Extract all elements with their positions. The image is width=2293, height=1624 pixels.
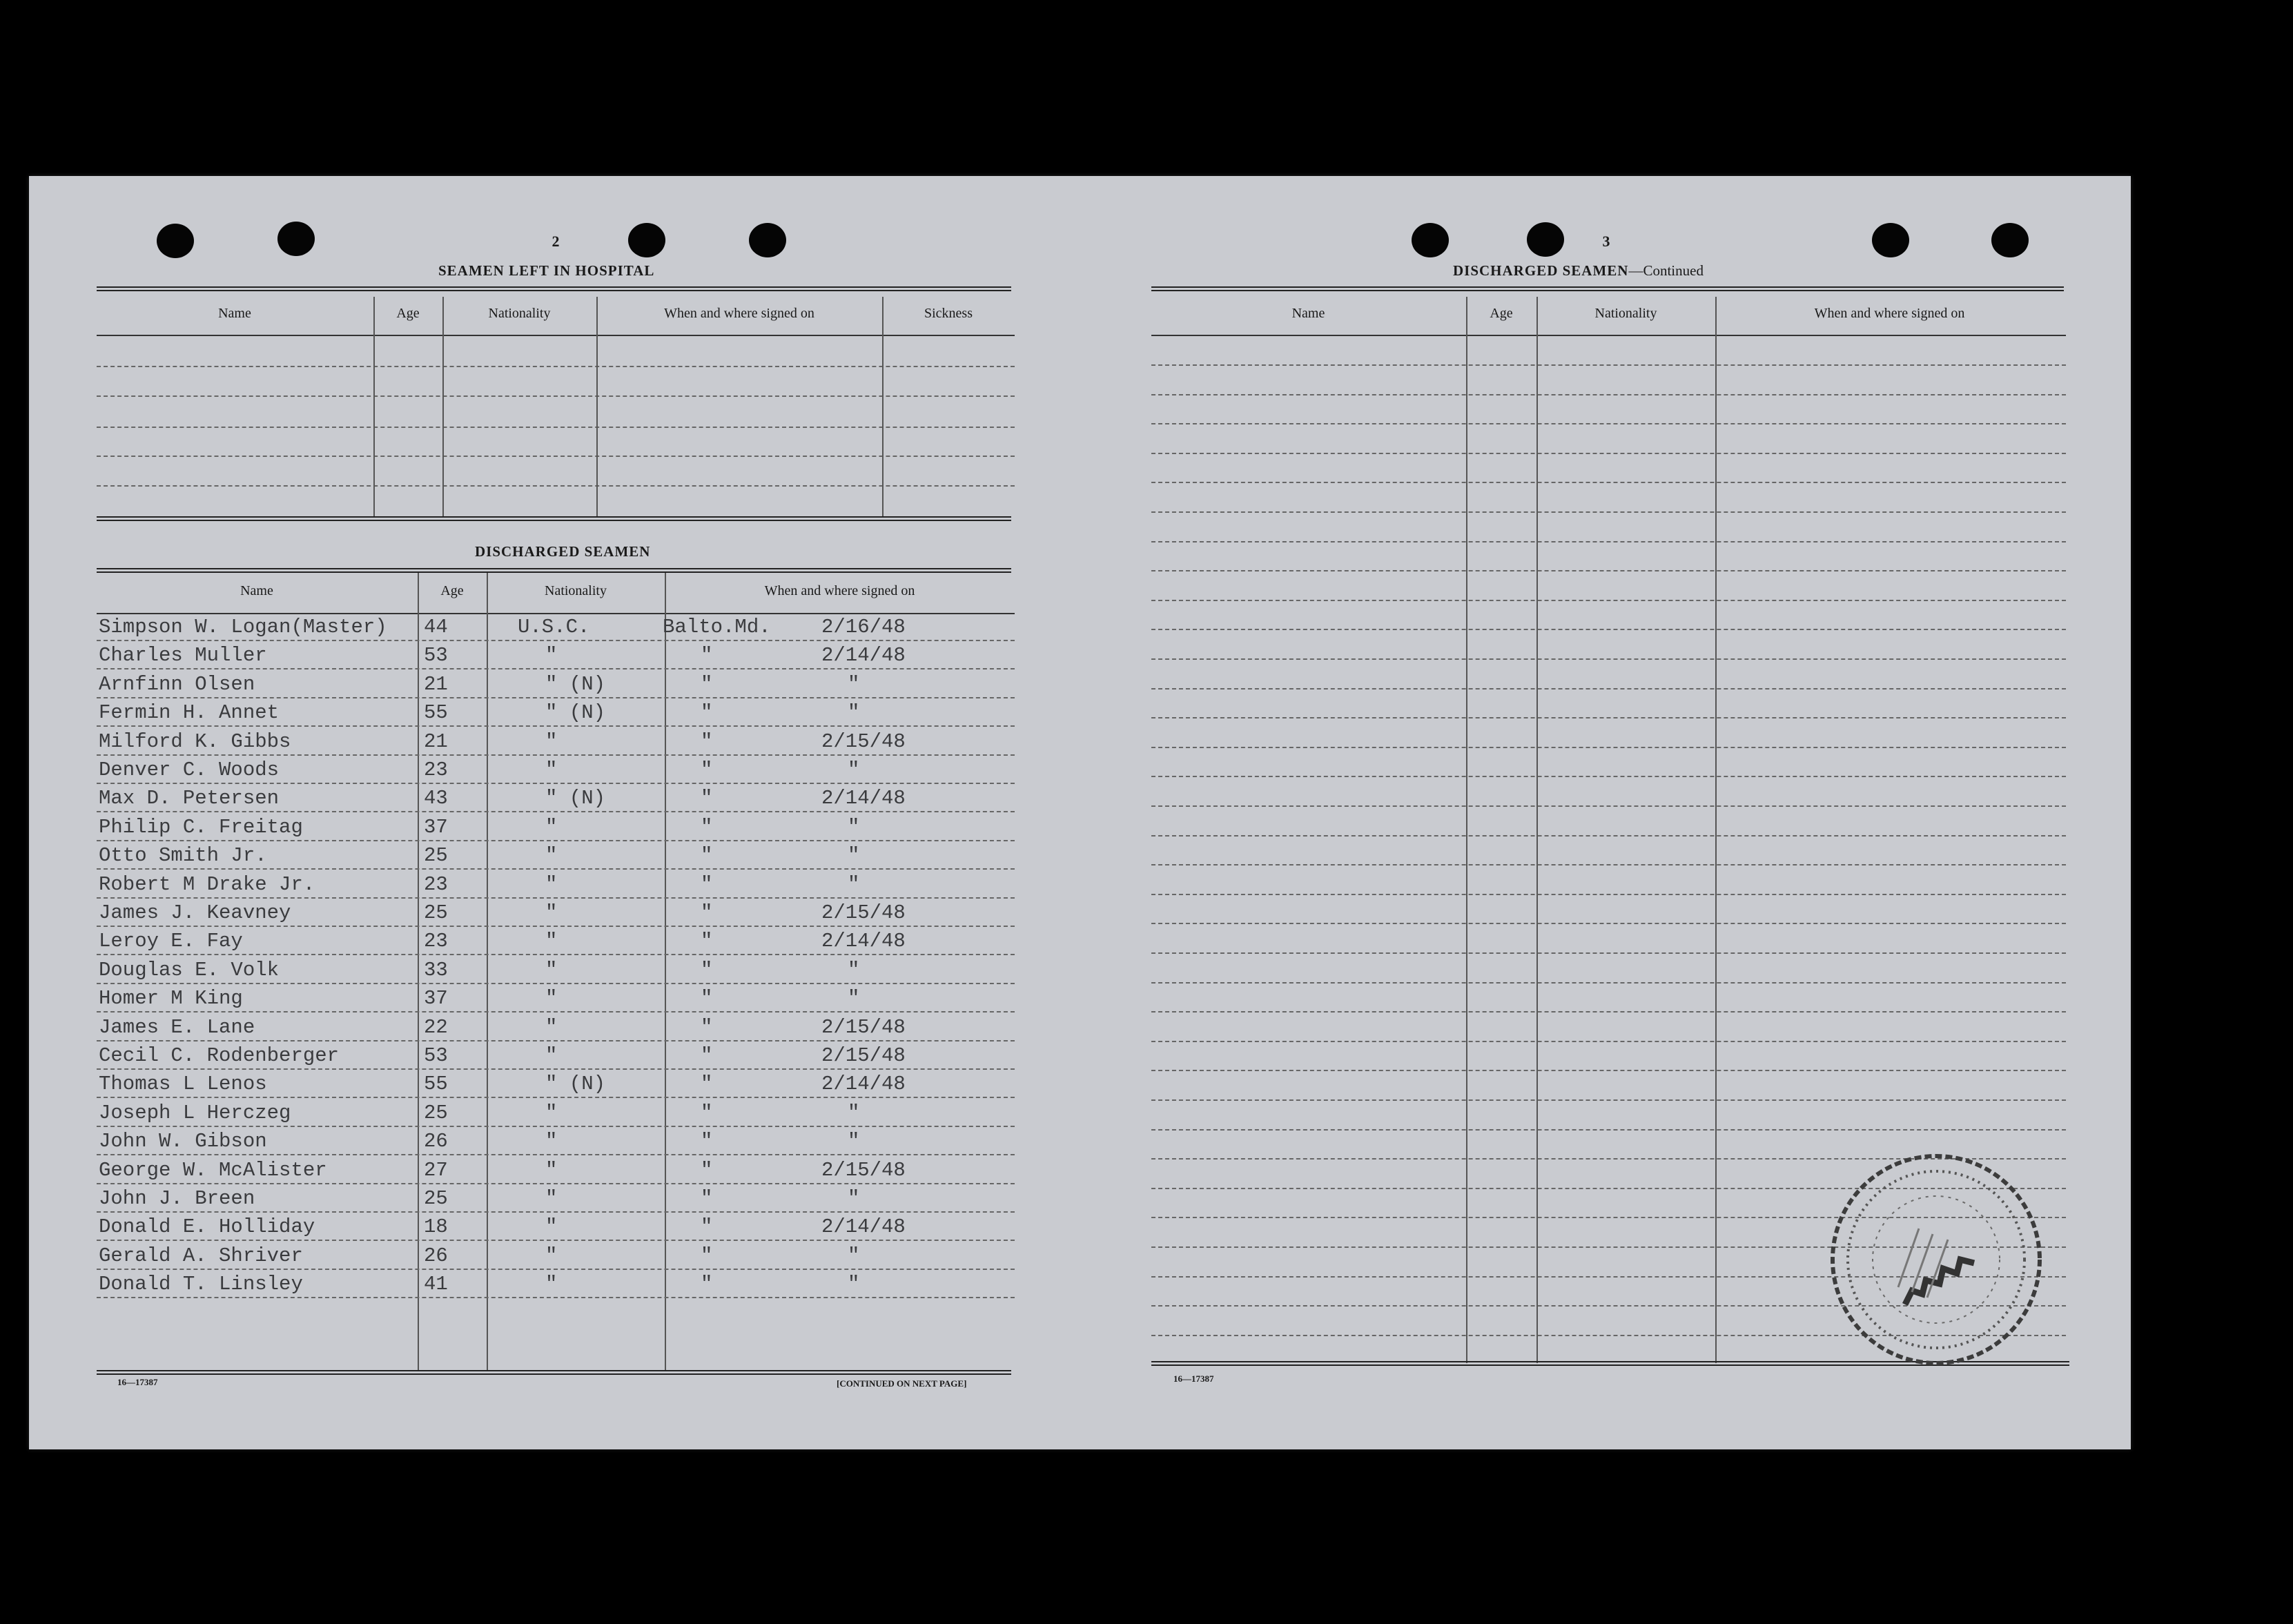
row-rule — [97, 1269, 1015, 1270]
seaman-age: 55 — [424, 701, 448, 724]
seaman-signed-on-date: 2/14/48 — [821, 930, 906, 952]
seaman-signed-on-place: " — [701, 844, 713, 867]
seaman-signed-on-date: 2/15/48 — [821, 1159, 906, 1182]
row-rule — [97, 1068, 1015, 1070]
blank-row-rule — [1151, 952, 2066, 954]
discharged-continued-suffix: —Continued — [1628, 262, 1704, 279]
seaman-age: 53 — [424, 644, 448, 667]
blank-row-rule — [1151, 364, 2066, 366]
hospital-header-sickness: Sickness — [924, 306, 973, 321]
seaman-signed-on-place: " — [701, 959, 713, 981]
seaman-nationality: " — [545, 816, 558, 839]
seaman-signed-on-date: 2/14/48 — [821, 1073, 906, 1095]
seaman-signed-on-place: " — [701, 673, 713, 696]
circular-stamp — [1822, 1146, 2050, 1373]
punch-hole — [1412, 223, 1449, 257]
row-rule — [97, 954, 1015, 955]
blank-row-rule — [1151, 923, 2066, 924]
blank-row-rule — [1151, 453, 2066, 454]
seaman-signed-on-date: " — [848, 873, 860, 896]
discharged-header-age: Age — [440, 583, 464, 598]
seaman-name: Cecil C. Rodenberger — [99, 1044, 340, 1067]
seaman-age: 22 — [424, 1016, 448, 1039]
seaman-signed-on-date: 2/15/48 — [821, 1044, 906, 1067]
row-rule — [97, 1297, 1015, 1298]
seaman-age: 26 — [424, 1244, 448, 1267]
row-rule — [97, 1126, 1015, 1127]
discharged-continued-title — [1453, 262, 1704, 280]
blank-row-rule — [1151, 629, 2066, 630]
row-rule — [97, 1011, 1015, 1012]
seaman-nationality: " — [545, 730, 558, 753]
seaman-name: Leroy E. Fay — [99, 930, 243, 952]
blank-row-rule — [1151, 1011, 2066, 1012]
seaman-name: Donald E. Holliday — [99, 1215, 315, 1238]
seaman-signed-on-place: " — [701, 1215, 713, 1238]
seaman-nationality: " — [545, 1130, 558, 1153]
seaman-age: 25 — [424, 1102, 448, 1124]
seaman-nationality: " — [545, 987, 558, 1010]
page-number: 2 — [552, 233, 560, 250]
seaman-nationality: " — [545, 644, 558, 667]
seaman-name: Douglas E. Volk — [99, 959, 280, 981]
seaman-name: Joseph L Herczeg — [99, 1102, 291, 1124]
seaman-name: John J. Breen — [99, 1187, 255, 1210]
punch-hole — [1872, 223, 1909, 257]
page-number: 3 — [1602, 233, 1610, 250]
seaman-nationality: " — [545, 901, 558, 924]
row-rule — [97, 668, 1015, 669]
seaman-name: Gerald A. Shriver — [99, 1244, 303, 1267]
seaman-age: 44 — [424, 616, 448, 638]
seaman-nationality: " (N) — [545, 673, 606, 696]
seaman-signed-on-date: " — [848, 701, 860, 724]
seaman-name: Robert M Drake Jr. — [99, 873, 315, 896]
discharged-continued-main: DISCHARGED SEAMEN — [1453, 262, 1629, 279]
seaman-signed-on-place: " — [701, 730, 713, 753]
seaman-age: 37 — [424, 816, 448, 839]
seaman-signed-on-date: " — [848, 959, 860, 981]
hospital-header-age: Age — [396, 306, 420, 321]
row-rule — [97, 840, 1015, 841]
seaman-signed-on-date: 2/15/48 — [821, 1016, 906, 1039]
row-rule — [97, 640, 1015, 641]
seaman-signed-on-date: " — [848, 1244, 860, 1267]
blank-row-rule — [1151, 688, 2066, 689]
seaman-age: 41 — [424, 1273, 448, 1295]
seaman-signed-on-date: " — [848, 987, 860, 1010]
row-rule — [97, 697, 1015, 698]
seaman-name: Arnfinn Olsen — [99, 673, 255, 696]
seaman-nationality: " — [545, 1159, 558, 1182]
blank-row-rule — [1151, 511, 2066, 513]
seaman-age: 23 — [424, 930, 448, 952]
blank-row-rule — [1151, 747, 2066, 748]
seaman-signed-on-place: " — [701, 873, 713, 896]
seaman-nationality: " (N) — [545, 701, 606, 724]
seaman-age: 25 — [424, 844, 448, 867]
seaman-name: Philip C. Freitag — [99, 816, 303, 839]
blank-row-rule — [1151, 1099, 2066, 1101]
seaman-name: Otto Smith Jr. — [99, 844, 267, 867]
seaman-signed-on-place: " — [701, 1130, 713, 1153]
seaman-signed-on-date: 2/14/48 — [821, 787, 906, 810]
blank-row-rule — [1151, 394, 2066, 395]
row-rule — [97, 1211, 1015, 1213]
blank-row-rule — [1151, 1070, 2066, 1071]
hospital-header-nationality: Nationality — [488, 306, 551, 321]
form-number: 16—17387 — [1173, 1373, 1214, 1384]
seaman-nationality: " (N) — [545, 787, 606, 810]
seaman-signed-on-place: " — [701, 701, 713, 724]
seaman-nationality: " — [545, 1187, 558, 1210]
discharged-section-title: DISCHARGED SEAMEN — [475, 543, 651, 560]
seaman-nationality: " — [545, 1273, 558, 1295]
row-rule — [97, 811, 1015, 812]
seaman-signed-on-date: " — [848, 673, 860, 696]
discharged-header-signed-on: When and where signed on — [764, 583, 915, 598]
seaman-nationality: " (N) — [545, 1073, 606, 1095]
seaman-name: Denver C. Woods — [99, 759, 280, 781]
blank-row-rule — [1151, 482, 2066, 483]
blank-row-rule — [1151, 805, 2066, 807]
seaman-nationality: " — [545, 1044, 558, 1067]
seaman-signed-on-place: " — [701, 1016, 713, 1039]
seaman-nationality: " — [545, 1215, 558, 1238]
row-rule — [97, 754, 1015, 756]
seaman-signed-on-date: " — [848, 1273, 860, 1295]
blank-row-rule — [1151, 894, 2066, 895]
seaman-age: 27 — [424, 1159, 448, 1182]
seaman-signed-on-place: " — [701, 901, 713, 924]
seaman-signed-on-place: " — [701, 1044, 713, 1067]
seaman-name: Simpson W. Logan(Master) — [99, 616, 387, 638]
seaman-nationality: " — [545, 959, 558, 981]
seaman-nationality: " — [545, 1244, 558, 1267]
seaman-signed-on-place: " — [701, 987, 713, 1010]
seaman-age: 43 — [424, 787, 448, 810]
row-rule — [97, 897, 1015, 899]
blank-row-rule — [1151, 658, 2066, 660]
seaman-signed-on-date: 2/16/48 — [821, 616, 906, 638]
continued-header-name: Name — [1291, 306, 1325, 321]
blank-row-rule — [1151, 600, 2066, 601]
seaman-signed-on-date: 2/14/48 — [821, 644, 906, 667]
seaman-name: James J. Keavney — [99, 901, 291, 924]
seaman-age: 25 — [424, 901, 448, 924]
seaman-signed-on-place: Balto.Md. — [663, 616, 771, 638]
blank-row-rule — [1151, 1041, 2066, 1042]
seaman-signed-on-place: " — [701, 1273, 713, 1295]
continued-note: [CONTINUED ON NEXT PAGE] — [837, 1378, 967, 1389]
seaman-nationality: " — [545, 844, 558, 867]
seaman-age: 18 — [424, 1215, 448, 1238]
seaman-age: 55 — [424, 1073, 448, 1095]
seaman-signed-on-place: " — [701, 1187, 713, 1210]
seaman-nationality: " — [545, 930, 558, 952]
row-rule — [97, 868, 1015, 870]
discharged-header-nationality: Nationality — [545, 583, 607, 598]
row-rule — [97, 1154, 1015, 1155]
seaman-name: James E. Lane — [99, 1016, 255, 1039]
row-rule — [97, 1183, 1015, 1184]
seaman-signed-on-date: " — [848, 816, 860, 839]
seaman-age: 23 — [424, 759, 448, 781]
punch-hole — [277, 222, 315, 256]
seaman-signed-on-date: " — [848, 759, 860, 781]
seaman-signed-on-date: 2/15/48 — [821, 901, 906, 924]
seaman-signed-on-place: " — [701, 1244, 713, 1267]
punch-hole — [1991, 223, 2029, 257]
continued-header-age: Age — [1490, 306, 1513, 321]
blank-row-rule — [1151, 776, 2066, 777]
seaman-signed-on-date: 2/15/48 — [821, 730, 906, 753]
seaman-nationality: U.S.C. — [518, 616, 590, 638]
form-number: 16—17387 — [117, 1377, 158, 1387]
seaman-signed-on-place: " — [701, 787, 713, 810]
seaman-nationality: " — [545, 1102, 558, 1124]
punch-hole — [157, 224, 194, 258]
seaman-name: Milford K. Gibbs — [99, 730, 291, 753]
seaman-name: George W. McAlister — [99, 1159, 327, 1182]
seaman-signed-on-date: " — [848, 1102, 860, 1124]
punch-hole — [749, 223, 786, 257]
blank-row-rule — [1151, 982, 2066, 984]
blank-row-rule — [1151, 717, 2066, 718]
seaman-signed-on-place: " — [701, 1159, 713, 1182]
blank-row-rule — [1151, 423, 2066, 424]
blank-row-rule — [1151, 835, 2066, 837]
row-rule — [97, 783, 1015, 784]
seaman-name: Homer M King — [99, 987, 243, 1010]
row-rule — [97, 1240, 1015, 1241]
seaman-age: 21 — [424, 730, 448, 753]
seaman-signed-on-place: " — [701, 644, 713, 667]
seaman-name: Charles Muller — [99, 644, 267, 667]
seaman-name: Donald T. Linsley — [99, 1273, 303, 1295]
blank-row-rule — [1151, 541, 2066, 542]
seaman-age: 37 — [424, 987, 448, 1010]
seaman-age: 21 — [424, 673, 448, 696]
row-rule — [97, 983, 1015, 984]
discharged-header-name: Name — [240, 583, 273, 598]
continued-header-signed-on: When and where signed on — [1814, 306, 1965, 321]
continued-header-nationality: Nationality — [1594, 306, 1657, 321]
punch-hole — [628, 223, 665, 257]
hospital-header-signed-on: When and where signed on — [664, 306, 814, 321]
seaman-name: Fermin H. Annet — [99, 701, 280, 724]
row-rule — [97, 725, 1015, 727]
seaman-signed-on-place: " — [701, 1102, 713, 1124]
seaman-nationality: " — [545, 759, 558, 781]
seaman-age: 33 — [424, 959, 448, 981]
blank-row-rule — [1151, 864, 2066, 865]
seaman-signed-on-place: " — [701, 930, 713, 952]
blank-row-rule — [1151, 1129, 2066, 1131]
seaman-name: Thomas L Lenos — [99, 1073, 267, 1095]
seaman-signed-on-date: " — [848, 844, 860, 867]
seaman-signed-on-place: " — [701, 1073, 713, 1095]
seaman-age: 25 — [424, 1187, 448, 1210]
seaman-signed-on-date: " — [848, 1130, 860, 1153]
seaman-age: 53 — [424, 1044, 448, 1067]
seaman-name: John W. Gibson — [99, 1130, 267, 1153]
row-rule — [97, 1097, 1015, 1098]
seaman-nationality: " — [545, 873, 558, 896]
row-rule — [97, 926, 1015, 927]
punch-hole — [1527, 222, 1564, 257]
seaman-signed-on-date: 2/14/48 — [821, 1215, 906, 1238]
seaman-age: 23 — [424, 873, 448, 896]
hospital-header-name: Name — [218, 306, 251, 321]
hospital-section-title: SEAMEN LEFT IN HOSPITAL — [438, 262, 655, 279]
seaman-signed-on-place: " — [701, 759, 713, 781]
seaman-name: Max D. Petersen — [99, 787, 280, 810]
seaman-signed-on-date: " — [848, 1187, 860, 1210]
seaman-age: 26 — [424, 1130, 448, 1153]
seaman-nationality: " — [545, 1016, 558, 1039]
blank-row-rule — [1151, 570, 2066, 571]
row-rule — [97, 1040, 1015, 1041]
seaman-signed-on-place: " — [701, 816, 713, 839]
